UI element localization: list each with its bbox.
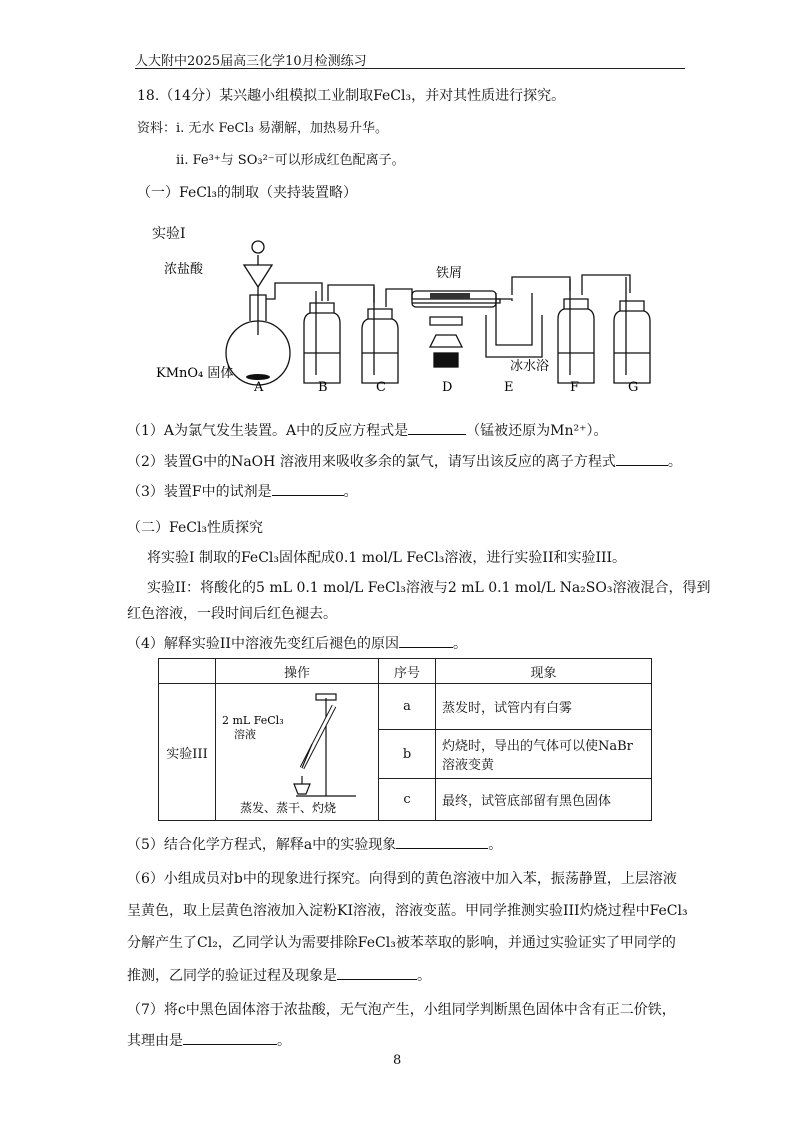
letter-d: D [442, 380, 453, 395]
sub6-line-2: 呈黄色，取上层黄色溶液加入淀粉KI溶液，溶液变蓝。甲同学推测实验III灼烧过程中FeCl₃ [127, 903, 688, 919]
header-operation: 操作 [216, 659, 379, 684]
row-label: 实验III [159, 684, 216, 821]
row-c-id: c [379, 779, 436, 821]
ice-bath-e [486, 315, 542, 357]
sub-question-1: （1）A为氯气发生装置。A中的反应方程式是 （锰被还原为Mn²⁺）。 [127, 420, 608, 441]
test-tube-diagram [216, 684, 366, 816]
answer-blank-2[interactable] [616, 451, 668, 466]
letter-a: A [254, 380, 264, 395]
exp1-label: 实验I [152, 226, 186, 242]
sub-question-3: （3）装置F中的试剂是 。 [127, 481, 358, 502]
answer-blank-4[interactable] [399, 633, 453, 648]
question-stem: 18.（14分）某兴趣小组模拟工业制取FeCl₃，并对其性质进行探究。 [137, 88, 566, 104]
burner-d [434, 353, 458, 367]
dropping-funnel [244, 265, 272, 287]
solution-label-2: 溶液 [234, 728, 256, 741]
header-observation: 现象 [436, 659, 652, 684]
page-header: 人大附中2025届高三化学10月检测练习 [135, 50, 685, 69]
answer-blank-1[interactable] [408, 420, 466, 435]
experiment-table [158, 658, 652, 821]
sub7-line-1: （7）将c中黑色固体溶于浓盐酸，无气泡产生，小组同学判断黑色固体中含有正二价铁， [127, 1002, 676, 1018]
part2-intro: 将实验I 制取的FeCl₃固体配成0.1 mol/L FeCl₃溶液，进行实验II和实验III。 [147, 550, 627, 566]
sub-question-4: （4）解释实验II中溶液先变红后褪色的原因 。 [127, 633, 467, 654]
letter-e: E [504, 380, 514, 395]
row-a-observation: 蒸发时，试管内有白雾 [436, 684, 652, 730]
letter-b: B [318, 380, 328, 395]
exp2-line-1: 实验II：将酸化的5 mL 0.1 mol/L FeCl₃溶液与2 mL 0.1 mol/L Na₂SO₃溶液混合，得到 [147, 580, 711, 596]
page-number: 8 [393, 1053, 402, 1068]
sub-question-5: （5）结合化学方程式，解释a中的实验现象 。 [127, 834, 502, 855]
bottle-f [558, 299, 594, 383]
sub-question-2: （2）装置G中的NaOH 溶液用来吸收多余的氯气，请写出该反应的离子方程式 。 [127, 451, 682, 472]
sub6-line-1: （6）小组成员对b中的现象进行探究。向得到的黄色溶液中加入苯，振荡静置，上层溶液 [127, 871, 677, 887]
operation-diagram-cell [216, 684, 379, 821]
bottle-c [362, 309, 398, 383]
row-b-id: b [379, 729, 436, 779]
operation-caption: 蒸发、蒸干、灼烧 [240, 801, 337, 815]
solution-label-1: 2 mL FeCl₃ [222, 714, 284, 727]
header-id: 序号 [379, 659, 436, 684]
info-1: 资料：i. 无水 FeCl₃ 易潮解，加热易升华。 [137, 121, 389, 136]
row-a-id: a [379, 684, 436, 730]
part1-title: （一）FeCl₃的制取（夹持装置略） [137, 185, 358, 201]
row-c-observation: 最终，试管底部留有黑色固体 [436, 779, 652, 821]
label-kmno4: KMnO₄ 固体 [156, 366, 234, 381]
letter-g: G [628, 380, 639, 395]
sub6-line-3: 分解产生了Cl₂，乙同学认为需要排除FeCl₃被苯萃取的影响，并通过实验证实了甲同学的 [127, 935, 676, 951]
sub7-line-2: 其理由是 。 [127, 1030, 291, 1051]
answer-blank-6[interactable] [337, 965, 417, 980]
sub6-line-4: 推测，乙同学的验证过程及现象是 。 [127, 965, 431, 986]
part2-title: （二）FeCl₃性质探究 [127, 520, 264, 536]
info-2: ii. Fe³⁺与 SO₃²⁻可以形成红色配离子。 [176, 153, 405, 168]
label-ice-bath: 冰水浴 [510, 359, 550, 374]
answer-blank-7[interactable] [183, 1030, 277, 1045]
label-iron: 铁屑 [436, 266, 463, 281]
apparatus-diagram [150, 225, 680, 395]
row-b-observation: 灼烧时，导出的气体可以使NaBr 溶液变黄 [436, 729, 652, 779]
answer-blank-5[interactable] [396, 834, 488, 849]
iron-filings [430, 293, 470, 299]
letter-c: C [376, 380, 386, 395]
bottle-g [614, 301, 650, 383]
exp2-line-2: 红色溶液，一段时间后红色褪去。 [127, 606, 337, 622]
bottle-b [304, 303, 340, 383]
letter-f: F [570, 380, 580, 395]
answer-blank-3[interactable] [272, 481, 344, 496]
label-conc-hcl: 浓盐酸 [164, 262, 204, 277]
